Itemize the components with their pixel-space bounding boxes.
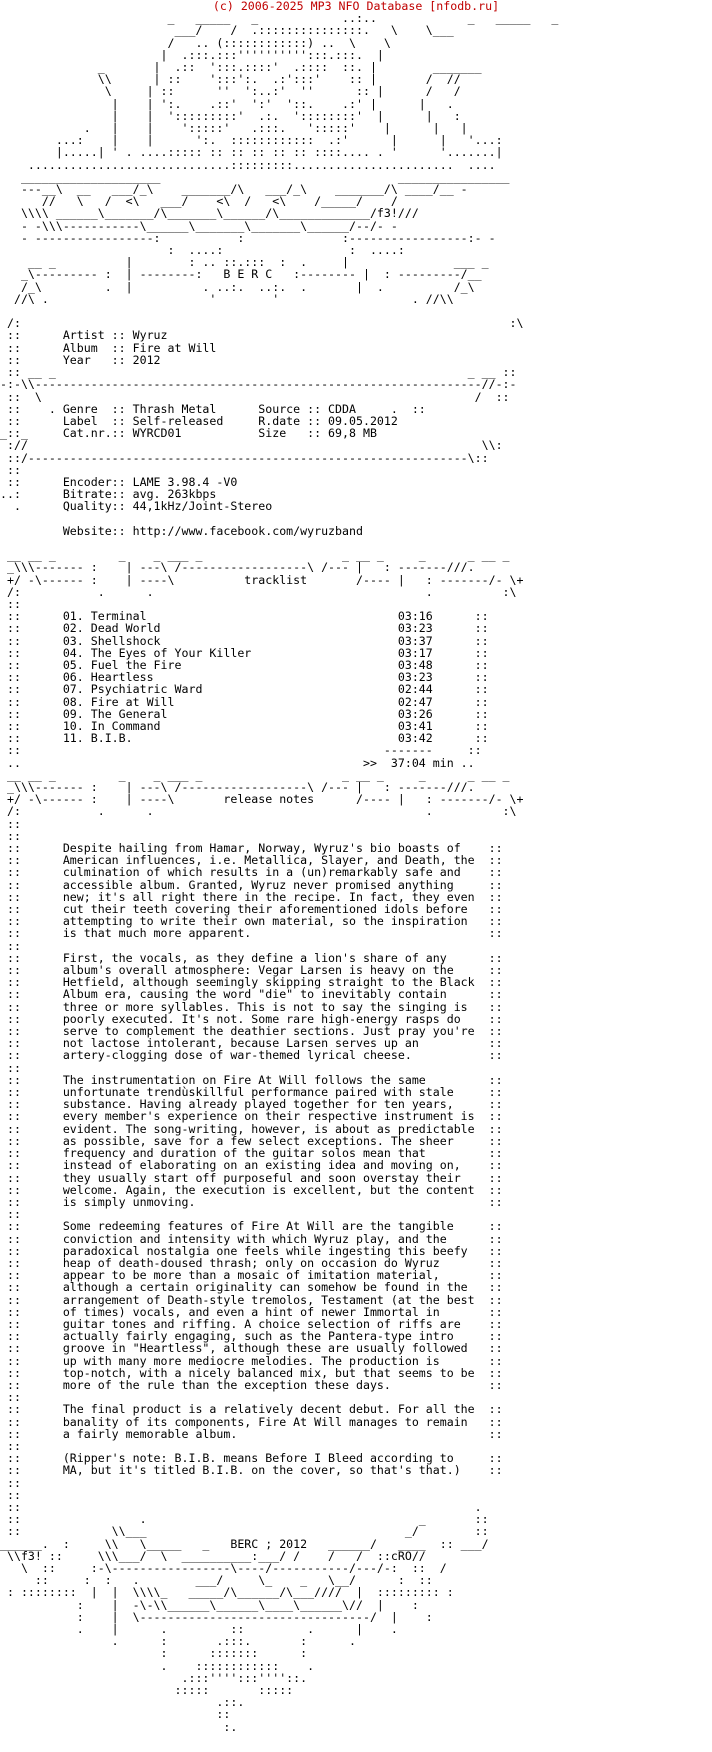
blank-line bbox=[0, 513, 712, 525]
footer-tags-line: \\f3! :: \\\___/ \ __________:___/ / / / ::cRO// bbox=[0, 1548, 426, 1563]
frame-line: : | \---------------------------------/ | : bbox=[0, 1609, 433, 1624]
release-notes-paragraph-line: :: First, the vocals, as they define a lion's share of any :: bbox=[0, 950, 503, 965]
header-art-line: /_\ . | . ..:. ..:. . | . /_\ bbox=[0, 279, 475, 294]
release-notes-paragraph-line: :: actually fairly engaging, such as the Pantera-type intro :: bbox=[0, 1329, 503, 1344]
release-notes-paragraph-line: :: up with many more mediocre melodies. The production is :: bbox=[0, 1353, 503, 1368]
release-notes-paragraph-line: :: serve to complement the deathier sections. Just pray you're :: bbox=[0, 1024, 503, 1039]
frame-line: -:-\\----------------------------------------------------------------//-:- bbox=[0, 377, 517, 392]
header-art-line: // \ / <\ ___/ <\ / <\ /_____/ / bbox=[0, 194, 398, 209]
release-notes-paragraph-line: :: although a certain originality can somehow be found in the :: bbox=[0, 1280, 503, 1295]
tracklist-heading: +/ -\------ : | ----\ tracklist /---- | : -------/- \+ bbox=[0, 572, 524, 587]
header-art-line: | | ':. .::' ':' '::. .:' | | . bbox=[0, 96, 454, 111]
release-notes-paragraph-line: :: poorly executed. It's not. Some rare high-energy rasps do :: bbox=[0, 1011, 503, 1026]
frame-line: : ::::::: : bbox=[0, 1646, 308, 1661]
header-art-line: : ....: : ....: bbox=[0, 243, 405, 258]
release-notes-paragraph-line: :: (Ripper's note: B.I.B. means Before I Bleed according to :: bbox=[0, 1451, 503, 1466]
frame-line: :. bbox=[0, 1719, 238, 1734]
release-notes-paragraph-line: :: frequency and duration of the guitar solos mean that :: bbox=[0, 1146, 503, 1161]
release-notes-paragraph-line: :: new; it's all right there in the recipe. In fact, they even :: bbox=[0, 889, 503, 904]
frame-line: \ :: :-\-----------------\----/-----------/---/-: :: / bbox=[0, 1561, 447, 1575]
release-notes-paragraph-line: :: Album era, causing the word "die" to inevitably contain :: bbox=[0, 987, 503, 1002]
release-notes-paragraph-line: :: three or more syllables. This is not to say the singing is :: bbox=[0, 999, 503, 1014]
frame-line: :: \\___ _/ :: bbox=[0, 1524, 489, 1539]
release-notes-paragraph-line: :: banality of its components, Fire At Will manages to remain :: bbox=[0, 1414, 503, 1429]
release-notes-paragraph-line: :: not lactose intolerant, because Larsen serves up an :: bbox=[0, 1036, 503, 1051]
release-notes-paragraph-line: :: cut their teeth covering their aforementioned idols before :: bbox=[0, 902, 503, 917]
release-notes-paragraph-line: :: welcome. Again, the execution is excellent, but the content :: bbox=[0, 1182, 503, 1197]
frame-line: ::/---------------------------------------------------------------\:: bbox=[0, 450, 489, 465]
header-art-line: //\ . ' ' . //\\ bbox=[0, 291, 454, 306]
release-notes-paragraph-line: :: The final product is a relatively decent debut. For all the :: bbox=[0, 1402, 503, 1417]
track-row: :: 02. Dead World 03:23 :: bbox=[0, 621, 489, 636]
frame-line: :: bbox=[0, 1060, 21, 1075]
track-row: :: 08. Fire at Will 02:47 :: bbox=[0, 694, 489, 709]
track-row: :: 06. Heartless 03:23 :: bbox=[0, 670, 489, 685]
frame-line: :: bbox=[0, 1438, 21, 1453]
release-notes-paragraph-line: :: substance. Having already played together for ten years, :: bbox=[0, 1097, 503, 1112]
frame-line: :: : : . ___/ \_ _ \__/ : :: bbox=[0, 1573, 433, 1588]
header-art-line: .............................:::::::::....................... .... bbox=[0, 157, 496, 172]
release-notes-paragraph-line: :: every member's experience on their respective instrument is :: bbox=[0, 1109, 503, 1124]
copyright-banner: (c) 2006-2025 MP3 NFO Database [nfodb.ru] bbox=[212, 0, 500, 13]
website-field: Website:: http://www.facebook.com/wyruzband bbox=[0, 523, 363, 538]
release-notes-paragraph-line: :: paradoxical nostalgia one feels while ingesting this beefy :: bbox=[0, 1243, 503, 1258]
header-art-line: |.....| ' . ....::::: :: :: :: :: :: ::::.... . ' '.......| bbox=[0, 145, 503, 160]
tracklist-total: .. >> 37:04 min .. bbox=[0, 755, 475, 770]
frame-line: :: \ / :: bbox=[0, 389, 510, 404]
header-art-line: \\ | :: ':::':. .:':::' :: | / // bbox=[0, 72, 461, 87]
release-notes-paragraph-line: :: guitar tones and riffing. A choice selection of riffs are :: bbox=[0, 1316, 503, 1331]
release-notes-paragraph-line: :: evident. The song-writing, however, is about as predictable :: bbox=[0, 1121, 503, 1136]
frame-line: /: :\ bbox=[0, 316, 524, 331]
header-art-line: __ _ | : .. ::.::: : . | ___ _ bbox=[0, 255, 489, 270]
frame-line: __ __ _ _ _ ___ _ _ __ _ _ _ __ _ bbox=[0, 548, 510, 563]
release-notes-paragraph-line: :: conviction and intensity with which Wyruz play, and the :: bbox=[0, 1231, 503, 1246]
frame-line: /: . . . :\ bbox=[0, 584, 517, 599]
header-art-line: ...: | | ':. :::::::::::: .:' | | '...: bbox=[0, 133, 503, 148]
frame-line: :: __ _ _ __ :: bbox=[0, 365, 517, 380]
track-row: :: 07. Psychiatric Ward 02:44 :: bbox=[0, 682, 489, 697]
track-row: :: 01. Terminal 03:16 :: bbox=[0, 609, 489, 624]
release-notes-paragraph-line: :: accessible album. Granted, Wyruz never promised anything :: bbox=[0, 877, 503, 892]
track-row: :: 09. The General 03:26 :: bbox=[0, 706, 489, 721]
release-notes-paragraph-line: :: is simply unmoving. :: bbox=[0, 1194, 503, 1209]
frame-line: :: bbox=[0, 1707, 231, 1722]
release-notes-paragraph-line: :: of times) vocals, and even a hint of newer Immortal in :: bbox=[0, 1304, 503, 1319]
header-art-line: _ | .:: ':::.::::' .:::: ::. | _______ bbox=[0, 60, 482, 75]
release-notes-paragraph-line: :: groove in "Heartless", although these are usually followed :: bbox=[0, 1341, 503, 1356]
frame-line: : | -\-\\______\______\____\______\// | : bbox=[0, 1597, 419, 1612]
label-rdate-field: :: Label :: Self-released R.date :: 09.05.2012 bbox=[0, 413, 398, 428]
release-notes-paragraph-line: :: Some redeeming features of Fire At Will are the tangible :: bbox=[0, 1219, 503, 1234]
header-art-line: ---__\ __ ___/_\ _______/\ ___/_\ _______/\ ____/__ - bbox=[0, 182, 468, 197]
release-notes-heading: +/ -\------ : | ----\ release notes /---- | : -------/- \+ bbox=[0, 792, 524, 807]
release-notes-paragraph-line: :: as possible, save for a few select exceptions. The sheer :: bbox=[0, 1133, 503, 1148]
release-notes-paragraph-line: :: American influences, i.e. Metallica, Slayer, and Death, the :: bbox=[0, 853, 503, 868]
frame-line: _\\\------- : | ---\ /------------------\ /--- | : -------///. bbox=[0, 560, 475, 575]
frame-line: . | . :: . | . bbox=[0, 1622, 398, 1637]
release-notes-paragraph-line: :: attempting to write their own material, so the inspiration :: bbox=[0, 914, 503, 929]
release-notes-paragraph-line: :: a fairly memorable album. :: bbox=[0, 1426, 503, 1441]
frame-line: :: bbox=[0, 462, 21, 477]
bitrate-field: ..: Bitrate:: avg. 263kbps bbox=[0, 487, 217, 502]
release-notes-paragraph-line: :: Despite hailing from Hamar, Norway, Wyruz's bio boasts of :: bbox=[0, 841, 503, 856]
release-notes-paragraph-line: :: The instrumentation on Fire At Will follows the same :: bbox=[0, 1072, 503, 1087]
release-notes-paragraph-line: :: top-notch, with a nicely balanced mix, but that seems to be :: bbox=[0, 1365, 503, 1380]
frame-line: .::. bbox=[0, 1695, 245, 1710]
track-row: :: 03. Shellshock 03:37 :: bbox=[0, 633, 489, 648]
release-notes-paragraph-line: :: they usually start off purposeful and soon overstay their :: bbox=[0, 1170, 503, 1185]
frame-line: :// \\: bbox=[0, 438, 503, 453]
footer-berc-line: ______. : \\ \_____ _ BERC ; 2012 ______/ ____ :: ___/ bbox=[0, 1536, 489, 1551]
catnr-size-field: _::_ Cat.nr.:: WYRCD01 Size :: 69,8 MB bbox=[0, 426, 377, 441]
header-art-line: ___/ / .:::::::::::::::. \ \___ bbox=[0, 23, 454, 38]
album-field: :: Album :: Fire at Will bbox=[0, 340, 217, 355]
frame-line: . : .:::. : . bbox=[0, 1634, 356, 1649]
frame-line: ::::: ::::: bbox=[0, 1683, 294, 1698]
artist-field: :: Artist :: Wyruz bbox=[0, 328, 168, 343]
frame-line: :: bbox=[0, 1390, 21, 1405]
frame-line: : :::::::: | | \\\\_ _____/\______/\___//// | ::::::::: : bbox=[0, 1585, 454, 1600]
frame-line: __ __ _ _ _ ___ _ _ __ _ _ _ __ _ bbox=[0, 767, 510, 782]
header-art-line: \ | :: '' ':..:' '' :: | / / bbox=[0, 84, 461, 99]
release-notes-paragraph-line: :: more of the rule than the exception these days. :: bbox=[0, 1377, 503, 1392]
header-art-line: | .:::.:::'''''''''':::.:::. | bbox=[0, 47, 384, 62]
frame-line: :: bbox=[0, 1207, 21, 1222]
frame-line: :: bbox=[0, 816, 21, 831]
release-notes-paragraph-line: :: album's overall atmosphere: Vegar Larsen is heavy on the :: bbox=[0, 963, 503, 978]
release-notes-paragraph-line: :: unfortunate trendùskillful performance paired with stale :: bbox=[0, 1085, 503, 1100]
track-row: :: 11. B.I.B. 03:42 :: bbox=[0, 731, 489, 746]
frame-line: :: bbox=[0, 938, 21, 953]
frame-line: :: bbox=[0, 1487, 21, 1502]
track-row: :: 10. In Command 03:41 :: bbox=[0, 718, 489, 733]
track-row: :: 04. The Eyes of Your Killer 03:17 :: bbox=[0, 645, 489, 660]
release-notes-paragraph-line: :: arrangement of Death-style tremolos, Testament (at the best :: bbox=[0, 1292, 503, 1307]
release-notes-paragraph-line: :: MA, but it's titled B.I.B. on the cover, so that's that.) :: bbox=[0, 1463, 503, 1478]
frame-line: :: . bbox=[0, 1499, 482, 1514]
frame-line: _\\\------- : | ---\ /------------------\ /--- | : -------///. bbox=[0, 780, 475, 794]
release-notes-paragraph-line: :: culmination of which results in a (un)remarkably safe and :: bbox=[0, 865, 503, 880]
header-art-line: . | | ':::::' .:::. ':::::' | | | bbox=[0, 121, 468, 136]
frame-line: /: . . . :\ bbox=[0, 804, 517, 819]
release-notes-paragraph-line: :: heap of death-doused thrash; only on occasion do Wyruz :: bbox=[0, 1255, 503, 1270]
frame-line: .:::'''':::''''::. bbox=[0, 1670, 308, 1685]
frame-line: :: . _ :: bbox=[0, 1512, 489, 1527]
release-notes-paragraph-line: :: is that much more apparent. :: bbox=[0, 926, 503, 941]
header-art-line: - -\\\-----------\______\_______\_______\______/--/- - bbox=[0, 218, 398, 233]
frame-line: . :::::::::::: . bbox=[0, 1658, 315, 1673]
frame-line: :: ------- :: bbox=[0, 743, 482, 758]
header-art-line: ____________________ ________________ bbox=[0, 169, 510, 184]
header-art-line: _\--------- : | --------: B E R C :-------- | : ---------/__ bbox=[0, 267, 482, 282]
frame-line: :: bbox=[0, 828, 21, 843]
encoder-field: :: Encoder:: LAME 3.98.4 -V0 bbox=[0, 474, 238, 489]
header-art-line: - -----------------: : :-----------------:- - bbox=[0, 230, 496, 245]
release-notes-paragraph-line: :: Hetfield, although seemingly skipping straight to the Black :: bbox=[0, 975, 503, 990]
frame-line: :: bbox=[0, 596, 21, 611]
track-row: :: 05. Fuel the Fire 03:48 :: bbox=[0, 657, 489, 672]
frame-line: :: bbox=[0, 1475, 21, 1490]
header-art-line: | | ':::::::::' .:. '::::::::' | | : bbox=[0, 108, 461, 123]
header-art-line: \\\\ ______\_______/\_______\______/\_____________/f3!/// bbox=[0, 206, 419, 221]
quality-field: . Quality:: 44,1kHz/Joint-Stereo bbox=[0, 499, 273, 514]
header-art-line: _ _____ _ ..:.. _ _____ _ bbox=[0, 11, 559, 26]
release-notes-paragraph-line: :: artery-clogging dose of war-themed lyrical cheese. :: bbox=[0, 1048, 503, 1063]
release-notes-paragraph-line: :: appear to be more than a mosaic of imitation material, :: bbox=[0, 1268, 503, 1283]
year-field: :: Year :: 2012 bbox=[0, 352, 161, 367]
release-notes-paragraph-line: :: instead of elaborating on an existing idea and moving on, :: bbox=[0, 1158, 503, 1173]
header-art-line: / .. (::::::::::::) .. \ \ bbox=[0, 35, 391, 50]
genre-source-field: :: . Genre :: Thrash Metal Source :: CDDA . :: bbox=[0, 401, 426, 416]
